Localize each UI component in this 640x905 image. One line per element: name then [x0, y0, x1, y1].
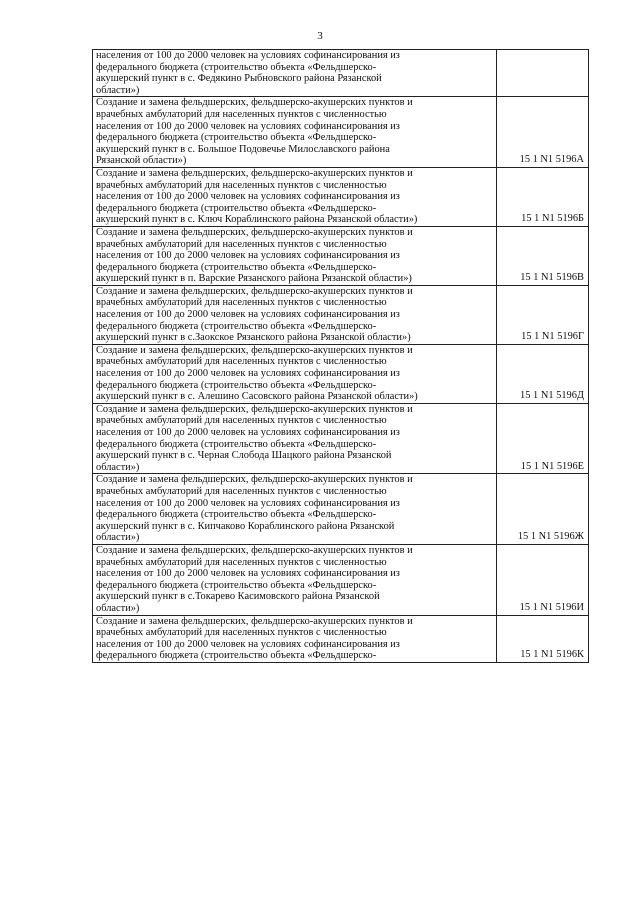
- table-row: [93, 50, 589, 97]
- description-line: населения от 100 до 2000 человек на условиях софинансирования из: [96, 497, 400, 509]
- table-row: [93, 544, 589, 615]
- description-line: населения от 100 до 2000 человек на условиях софинансирования из: [96, 638, 400, 650]
- row-description: [93, 226, 497, 285]
- row-code: 15 1 N1 5196Ж: [497, 474, 589, 545]
- row-code: 15 1 N1 5196Г: [497, 285, 589, 344]
- description-line: врачебных амбулаторий для населенных пунктов с численностью: [96, 297, 387, 309]
- row-code: 15 1 N1 5196Б: [497, 167, 589, 226]
- description-line: федерального бюджета (строительство объекта «Фельдшерско-: [96, 650, 377, 662]
- description-line: врачебных амбулаторий для населенных пунктов с численностью: [96, 627, 387, 639]
- row-description: [93, 285, 497, 344]
- row-code: 15 1 N1 5196И: [497, 544, 589, 615]
- description-line: Создание и замена фельдшерских, фельдшерско-акушерских пунктов и: [96, 97, 413, 109]
- description-line: населения от 100 до 2000 человек на условиях софинансирования из: [96, 368, 400, 380]
- description-line: акушерский пункт в п. Варские Рязанского района Рязанской области»): [96, 273, 412, 285]
- page-number: 3: [317, 30, 323, 42]
- description-line: Создание и замена фельдшерских, фельдшерско-акушерских пунктов и: [96, 403, 413, 415]
- description-line: федерального бюджета (строительство объекта «Фельдшерско-: [96, 261, 377, 273]
- description-line: врачебных амбулаторий для населенных пунктов с численностью: [96, 179, 387, 191]
- table-row: [93, 285, 589, 344]
- description-line: федерального бюджета (строительство объекта «Фельдшерско-: [96, 320, 377, 332]
- description-line: федерального бюджета (строительство объекта «Фельдшерско-: [96, 579, 377, 591]
- description-line: федерального бюджета (строительство объекта «Фельдшерско-: [96, 202, 377, 214]
- description-line: акушерский пункт в с. Большое Подовечье Милославского района: [96, 143, 390, 155]
- table-row: [93, 167, 589, 226]
- description-line: федерального бюджета (строительство объекта «Фельдшерско-: [96, 61, 377, 73]
- description-line: населения от 100 до 2000 человек на условиях софинансирования из: [96, 120, 400, 132]
- row-description: [93, 344, 497, 403]
- row-code: 15 1 N1 5196В: [497, 226, 589, 285]
- row-description: [93, 544, 497, 615]
- budget-code-table: [92, 49, 589, 663]
- description-line: акушерский пункт в с. Черная Слобода Шацкого района Рязанской: [96, 450, 392, 462]
- description-line: Создание и замена фельдшерских, фельдшерско-акушерских пунктов и: [96, 167, 413, 179]
- description-line: области»): [96, 84, 140, 96]
- row-description: [93, 50, 497, 97]
- description-line: Создание и замена фельдшерских, фельдшерско-акушерских пунктов и: [96, 344, 413, 356]
- description-line: Рязанской области»): [96, 155, 187, 167]
- description-line: федерального бюджета (строительство объекта «Фельдшерско-: [96, 132, 377, 144]
- row-description: [93, 97, 497, 168]
- description-line: области»): [96, 602, 140, 614]
- row-code: 15 1 N1 5196Е: [497, 403, 589, 474]
- description-line: Создание и замена фельдшерских, фельдшерско-акушерских пунктов и: [96, 285, 413, 297]
- description-line: акушерский пункт в с.Токарево Касимовского района Рязанской: [96, 591, 380, 603]
- description-line: акушерский пункт в с.Заокское Рязанского района Рязанской области»): [96, 332, 411, 344]
- description-line: области»): [96, 532, 140, 544]
- description-line: врачебных амбулаторий для населенных пунктов с численностью: [96, 238, 387, 250]
- description-line: населения от 100 до 2000 человек на условиях софинансирования из: [96, 50, 400, 61]
- description-line: врачебных амбулаторий для населенных пунктов с численностью: [96, 415, 387, 427]
- row-code: 15 1 N1 5196Д: [497, 344, 589, 403]
- table-row: [93, 97, 589, 168]
- description-line: врачебных амбулаторий для населенных пунктов с численностью: [96, 485, 387, 497]
- row-description: [93, 615, 497, 662]
- description-line: врачебных амбулаторий для населенных пунктов с численностью: [96, 108, 387, 120]
- description-line: федерального бюджета (строительство объекта «Фельдшерско-: [96, 438, 377, 450]
- description-line: Создание и замена фельдшерских, фельдшерско-акушерских пунктов и: [96, 474, 413, 486]
- description-line: акушерский пункт в с. Кипчаково Кораблинского района Рязанской: [96, 520, 395, 532]
- row-code: [497, 50, 589, 97]
- description-line: федерального бюджета (строительство объекта «Фельдшерско-: [96, 379, 377, 391]
- table-row: [93, 474, 589, 545]
- table-row: [93, 344, 589, 403]
- row-description: [93, 403, 497, 474]
- description-line: акушерский пункт в с. Алешино Сасовского района Рязанской области»): [96, 391, 418, 403]
- description-line: населения от 100 до 2000 человек на условиях софинансирования из: [96, 250, 400, 262]
- description-line: населения от 100 до 2000 человек на условиях софинансирования из: [96, 568, 400, 580]
- description-line: населения от 100 до 2000 человек на условиях софинансирования из: [96, 191, 400, 203]
- row-code: 15 1 N1 5196А: [497, 97, 589, 168]
- description-line: акушерский пункт в с. Федякино Рыбновского района Рязанской: [96, 73, 382, 85]
- description-line: федерального бюджета (строительство объекта «Фельдшерско-: [96, 509, 377, 521]
- description-line: акушерский пункт в с. Ключ Кораблинского района Рязанской области»): [96, 214, 418, 226]
- row-code: 15 1 N1 5196К: [497, 615, 589, 662]
- table-row: [93, 226, 589, 285]
- description-line: врачебных амбулаторий для населенных пунктов с численностью: [96, 556, 387, 568]
- description-line: Создание и замена фельдшерских, фельдшерско-акушерских пунктов и: [96, 544, 413, 556]
- description-line: населения от 100 до 2000 человек на условиях софинансирования из: [96, 427, 400, 438]
- description-line: Создание и замена фельдшерских, фельдшерско-акушерских пунктов и: [96, 615, 413, 627]
- table-row: [93, 615, 589, 662]
- row-description: [93, 474, 497, 545]
- description-line: врачебных амбулаторий для населенных пунктов с численностью: [96, 356, 387, 368]
- table-row: [93, 403, 589, 474]
- row-description: [93, 167, 497, 226]
- description-line: населения от 100 до 2000 человек на условиях софинансирования из: [96, 309, 400, 321]
- description-line: области»): [96, 461, 140, 473]
- description-line: Создание и замена фельдшерских, фельдшерско-акушерских пунктов и: [96, 226, 413, 238]
